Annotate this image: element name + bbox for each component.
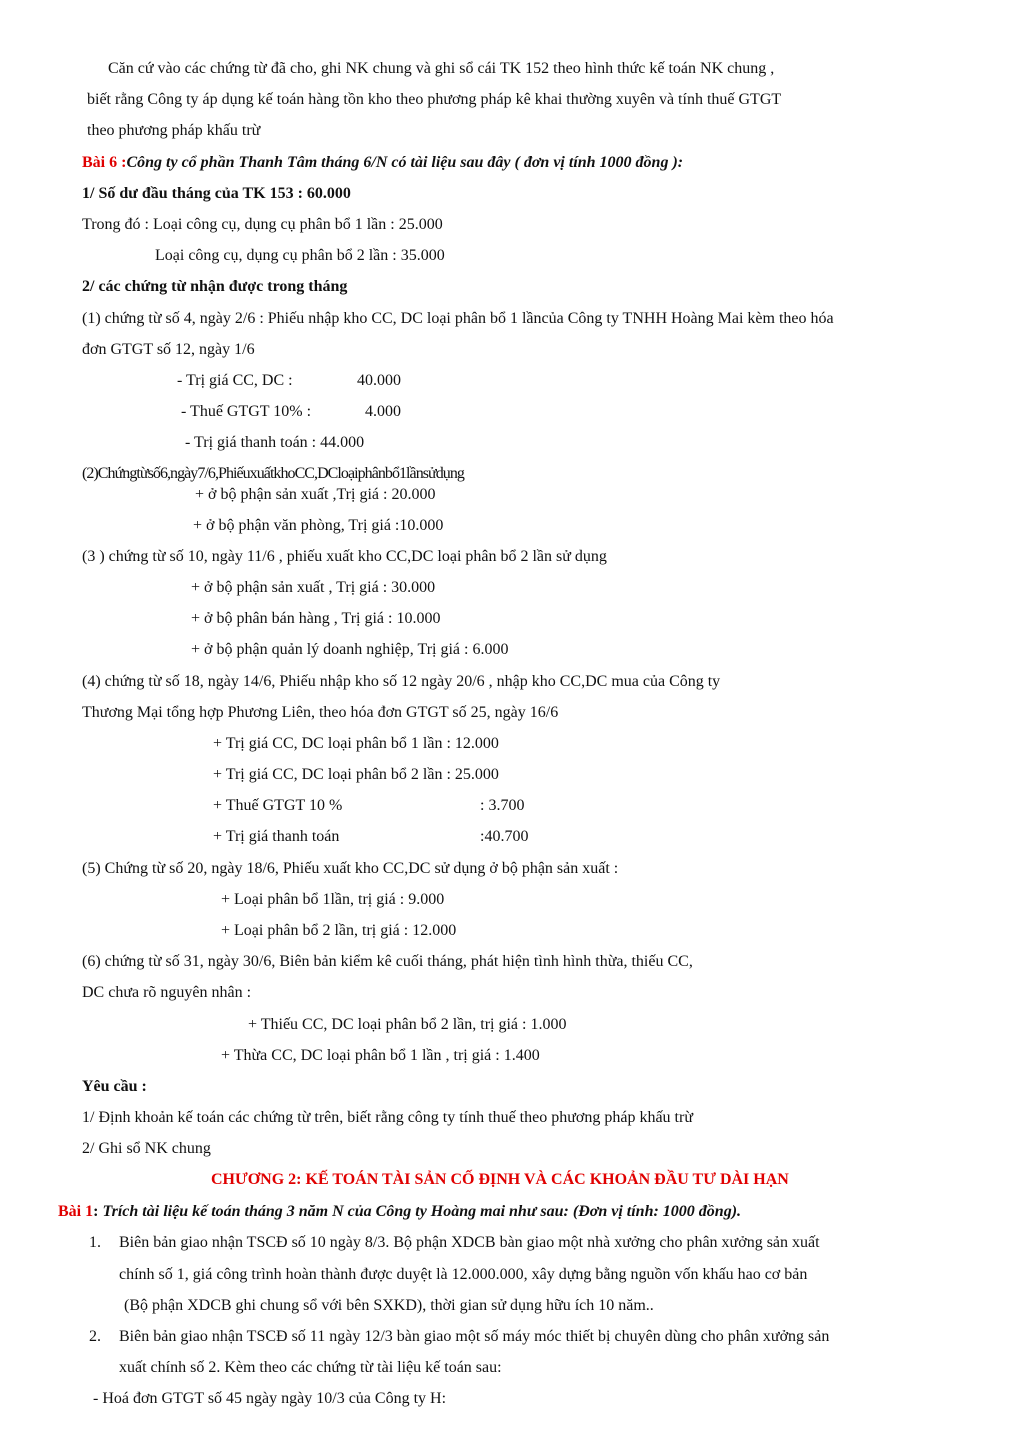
- transaction-5-line-1: (5) Chứng từ số 20, ngày 18/6, Phiếu xuất kho CC,DC sử dụng ở bộ phận sản xuất :: [82, 860, 619, 877]
- requirement-1: 1/ Định khoản kế toán các chứng từ trên, biết rằng công ty tính thuế theo phương pháp khấu trừ: [82, 1109, 693, 1126]
- item-1-line-1: Biên bản giao nhận TSCĐ số 10 ngày 8/3. Bộ phận XDCB bàn giao một nhà xưởng cho phân xưởng sản xuất: [119, 1234, 820, 1251]
- transaction-4-row-4-label: + Trị giá thanh toán: [213, 828, 340, 845]
- bai6-heading: [82, 153, 683, 173]
- transaction-4-line-1: (4) chứng từ số 18, ngày 14/6, Phiếu nhập kho số 12 ngày 20/6 , nhập kho CC,DC mua của Công ty: [82, 673, 721, 690]
- intro-line-3: theo phương pháp khấu trừ: [87, 122, 261, 139]
- transaction-1-row-1-value: 40.000: [357, 372, 401, 389]
- bai6-label: Bài 6 :: [82, 154, 127, 171]
- item-2-line-3: - Hoá đơn GTGT số 45 ngày ngày 10/3 của Công ty H:: [93, 1390, 447, 1407]
- transaction-6-line-2: DC chưa rõ nguyên nhân :: [82, 984, 252, 1001]
- transaction-6-line-1: (6) chứng từ số 31, ngày 30/6, Biên bản kiểm kê cuối tháng, phát hiện tình hình thừa, thiếu CC,: [82, 953, 693, 970]
- transaction-6-row-2: + Thừa CC, DC loại phân bổ 1 lần , trị giá : 1.400: [221, 1047, 540, 1064]
- item-1-number: 1.: [89, 1234, 101, 1251]
- transaction-1-row-2-label: - Thuế GTGT 10% :: [181, 403, 312, 420]
- bai1-heading: [58, 1202, 741, 1222]
- transaction-1-line-1: (1) chứng từ số 4, ngày 2/6 : Phiếu nhập kho CC, DC loại phân bổ 1 lầncủa Công ty TNHH Hoàng Mai kèm theo hóa: [82, 310, 834, 327]
- item-1-line-2: chính số 1, giá công trình hoàn thành được duyệt là 12.000.000, xây dựng bằng nguồn vốn khấu hao cơ bản: [119, 1266, 808, 1283]
- transaction-4-line-2: Thương Mại tổng hợp Phương Liên, theo hóa đơn GTGT số 25, ngày 16/6: [82, 704, 559, 721]
- section1-line-1: Trong đó : Loại công cụ, dụng cụ phân bổ 1 lần : 25.000: [82, 216, 443, 233]
- transaction-4-row-3-value: : 3.700: [480, 797, 525, 814]
- transaction-6-row-1: + Thiếu CC, DC loại phân bổ 2 lần, trị giá : 1.000: [248, 1016, 567, 1033]
- transaction-1-line-2: đơn GTGT số 12, ngày 1/6: [82, 341, 255, 358]
- transaction-5-row-1: + Loại phân bổ 1lần, trị giá : 9.000: [221, 891, 445, 908]
- transaction-4-row-1: + Trị giá CC, DC loại phân bổ 1 lần : 12.000: [213, 735, 499, 752]
- bai1-title: Trích tài liệu kế toán tháng 3 năm N của Công ty Hoàng mai như sau: (Đơn vị tính: 1000 đồng).: [102, 1203, 742, 1220]
- transaction-2-row-1: + ở bộ phận sản xuất ,Trị giá : 20.000: [195, 486, 436, 503]
- transaction-3-row-2: + ở bộ phân bán hàng , Trị giá : 10.000: [191, 610, 441, 627]
- item-1-line-3: (Bộ phận XDCB ghi chung sổ với bên SXKD), thời gian sử dụng hữu ích 10 năm..: [124, 1297, 654, 1314]
- transaction-2-line-1: (2)Chứngtừsố6,ngày7/6,PhiếuxuấtkhoCC,DCloạiphânbổ1lầnsửdụng: [82, 465, 464, 482]
- section2-heading: 2/ các chứng từ nhận được trong tháng: [82, 278, 348, 295]
- intro-line-2: biết rằng Công ty áp dụng kế toán hàng tồn kho theo phương pháp kê khai thường xuyên và tính thuế GTGT: [87, 91, 782, 108]
- section1-line-2: Loại công cụ, dụng cụ phân bổ 2 lần : 35.000: [155, 247, 445, 264]
- item-2-number: 2.: [89, 1328, 101, 1345]
- transaction-3-row-1: + ở bộ phận sản xuất , Trị giá : 30.000: [191, 579, 436, 596]
- transaction-2-row-2: + ở bộ phận văn phòng, Trị giá :10.000: [193, 517, 444, 534]
- transaction-5-row-2: + Loại phân bổ 2 lần, trị giá : 12.000: [221, 922, 457, 939]
- chapter-2-heading: CHƯƠNG 2: KẾ TOÁN TÀI SẢN CỐ ĐỊNH VÀ CÁC KHOẢN ĐẦU TƯ DÀI HẠN: [211, 1171, 789, 1188]
- requirement-2: 2/ Ghi sổ NK chung: [82, 1140, 211, 1157]
- section1-heading: 1/ Số dư đầu tháng của TK 153 : 60.000: [82, 185, 351, 202]
- transaction-4-row-3-label: + Thuế GTGT 10 %: [213, 797, 343, 814]
- item-2-line-2: xuất chính số 2. Kèm theo các chứng từ tài liệu kế toán sau:: [119, 1359, 502, 1376]
- transaction-4-row-4-value: :40.700: [480, 828, 529, 845]
- intro-line-1: Căn cứ vào các chứng từ đã cho, ghi NK chung và ghi sổ cái TK 152 theo hình thức kế toán NK chung ,: [108, 60, 775, 77]
- transaction-1-row-2-value: 4.000: [365, 403, 401, 420]
- transaction-1-row-3: - Trị giá thanh toán : 44.000: [185, 434, 365, 451]
- bai1-colon: :: [93, 1203, 99, 1220]
- transaction-1-row-1-label: - Trị giá CC, DC :: [177, 372, 293, 389]
- requirements-heading: Yêu cầu :: [82, 1078, 147, 1095]
- item-2-line-1: Biên bản giao nhận TSCĐ số 11 ngày 12/3 bàn giao một số máy móc thiết bị chuyên dùng cho phân xưởng sản: [119, 1328, 830, 1345]
- bai1-label: Bài 1: [58, 1203, 94, 1220]
- bai6-title: Công ty cổ phần Thanh Tâm tháng 6/N có tài liệu sau đây ( đơn vị tính 1000 đồng ):: [126, 154, 684, 171]
- transaction-4-row-2: + Trị giá CC, DC loại phân bổ 2 lần : 25.000: [213, 766, 499, 783]
- transaction-3-line-1: (3 ) chứng từ số 10, ngày 11/6 , phiếu xuất kho CC,DC loại phân bổ 2 lần sử dụng: [82, 548, 607, 565]
- transaction-3-row-3: + ở bộ phận quản lý doanh nghiệp, Trị giá : 6.000: [191, 641, 509, 658]
